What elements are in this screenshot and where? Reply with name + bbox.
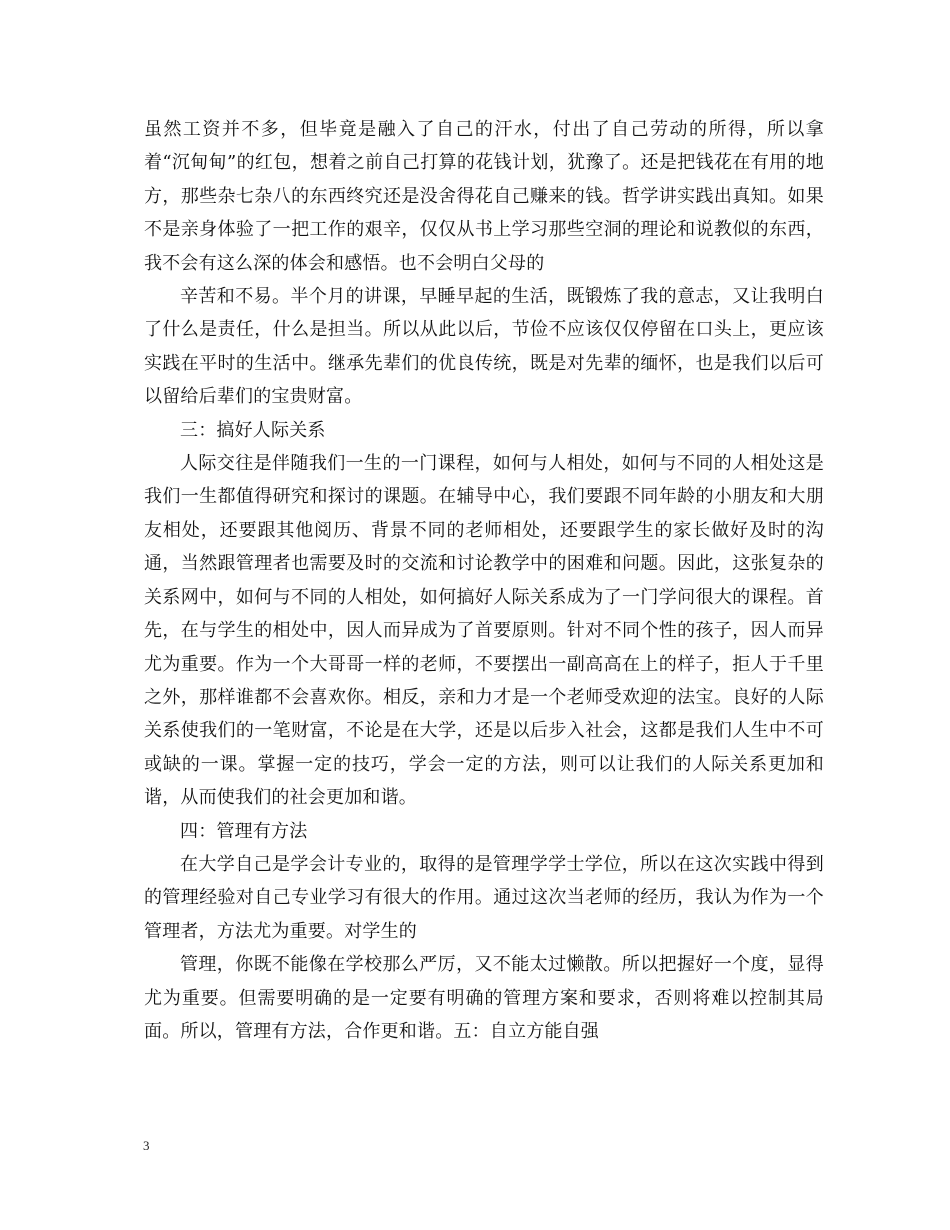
paragraph: 人际交往是伴随我们一生的一门课程，如何与人相处，如何与不同的人相处这是我们一生都值得研究和探讨的课题。在辅导中心，我们要跟不同年龄的小朋友和大朋友相处，还要跟其他阅历、背景不同的老师相处，还要跟学生的家长做好及时的沟通，当然跟管理者也需要及时的交流和讨论教学中的困难和问题。因此，这张复杂的关系网中，如何与不同的人相处，如何搞好人际关系成为了一门学问很大的课程。首先，在与学生的相处中，因人而异成为了首要原则。针对不同个性的孩子，因人而异尤为重要。作为一个大哥哥一样的老师，不要摆出一副高高在上的样子，拒人于千里之外，那样谁都不会喜欢你。相反，亲和力才是一个老师受欢迎的法宝。良好的人际关系使我们的一笔财富，不论是在大学，还是以后步入社会，这都是我们人生中不可或缺的一课。掌握一定的技巧，学会一定的方法，则可以让我们的人际关系更加和谐，从而使我们的社会更加和谐。 [144, 453, 824, 809]
paragraph-continued: 虽然工资并不多，但毕竟是融入了自己的汗水，付出了自己劳动的所得，所以拿着“沉甸甸”的红包，想着之前自己打算的花钱计划，犹豫了。还是把钱花在有用的地方，那些杂七杂八的东西终究还是没舍得花自己赚来的钱。哲学讲实践出真知。如果不是亲身体验了一把工作的艰辛，仅仅从书上学习那些空洞的理论和说教似的东西，我不会有这么深的体会和感悟。也不会明白父母的 [144, 119, 824, 274]
paragraph: 在大学自己是学会计专业的，取得的是管理学学士学位，所以在这次实践中得到的管理经验对自己专业学习有很大的作用。通过这次当老师的经历，我认为作为一个管理者，方法尤为重要。对学生的 [144, 853, 824, 942]
page-number: 3 [143, 1138, 150, 1153]
document-body [144, 113, 824, 1048]
paragraph: 辛苦和不易。半个月的讲课，早睡早起的生活，既锻炼了我的意志，又让我明白了什么是责任，什么是担当。所以从此以后，节俭不应该仅仅停留在口头上，更应该实践在平时的生活中。继承先辈们的优良传统，既是对先辈的缅怀，也是我们以后可以留给后辈们的宝贵财富。 [144, 286, 824, 408]
section-heading: 四：管理有方法 [180, 820, 308, 842]
section-heading: 三：搞好人际关系 [180, 419, 326, 441]
paragraph: 管理，你既不能像在学校那么严厉，又不能太过懒散。所以把握好一个度，显得尤为重要。但需要明确的是一定要有明确的管理方案和要求，否则将难以控制其局面。所以，管理有方法，合作更和谐。五：自立方能自强 [144, 954, 824, 1042]
